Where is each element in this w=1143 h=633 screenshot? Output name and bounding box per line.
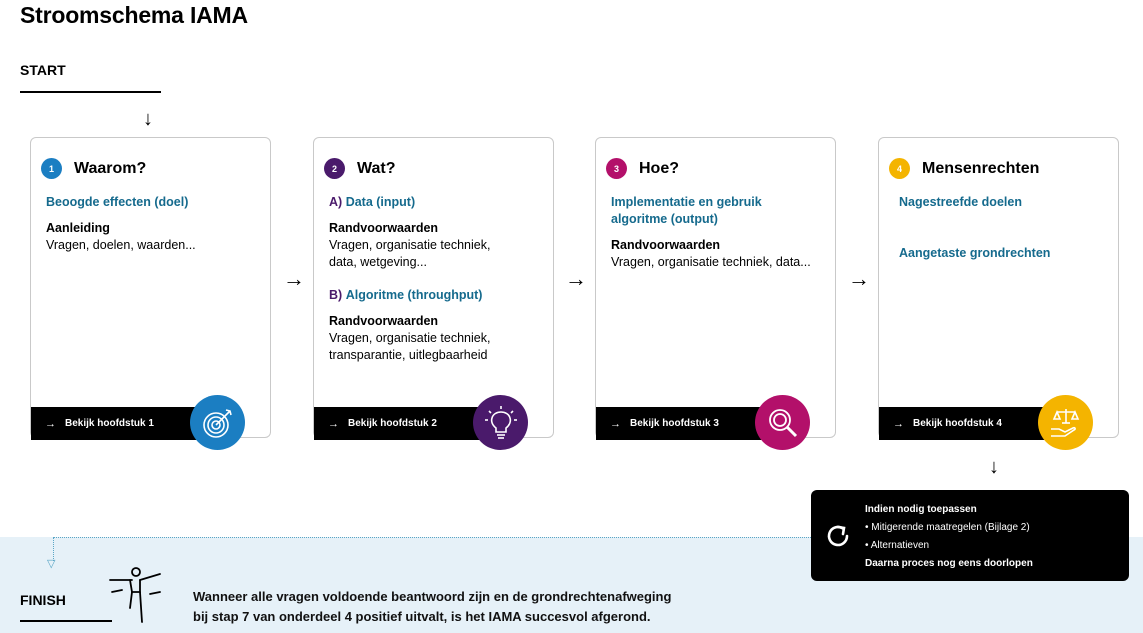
- step-card-hoe: [595, 137, 836, 438]
- step-text: Vragen, organisatie techniek,: [329, 331, 491, 345]
- arrow-right-icon: →: [45, 417, 56, 430]
- chapter-link-label: Bekijk hoofdstuk 4: [913, 418, 1002, 429]
- chapter-link-label: Bekijk hoofdstuk 1: [65, 418, 154, 429]
- arrow-down-icon: ↓: [989, 456, 999, 478]
- celebrating-figure-icon: [108, 566, 170, 631]
- step-text: Vragen, doelen, waarden...: [46, 238, 196, 252]
- arrow-right-icon: →: [848, 266, 870, 291]
- refresh-icon: [824, 522, 852, 555]
- step-title: Waarom?: [74, 159, 147, 177]
- arrow-right-icon: →: [610, 417, 621, 430]
- loop-item: • Alternatieven: [865, 540, 930, 551]
- step-card-mensenrechten: [878, 137, 1119, 438]
- arrow-right-icon: →: [893, 417, 904, 430]
- arrow-down-icon: ↓: [143, 108, 153, 130]
- arrow-right-icon: →: [565, 266, 587, 291]
- magnifier-icon: [755, 395, 810, 450]
- step-link[interactable]: Implementatie en gebruik: [611, 195, 762, 209]
- loop-box: [811, 490, 1129, 581]
- finish-label: FINISH: [20, 592, 66, 608]
- chapter-1-link[interactable]: [31, 407, 211, 440]
- step-number: 1: [41, 158, 62, 179]
- dotted-connector: [53, 537, 811, 538]
- step-card-waarom: [30, 137, 271, 438]
- finish-description: [193, 587, 671, 627]
- step-title: Mensenrechten: [922, 159, 1040, 177]
- step-number: 4: [889, 158, 910, 179]
- chapter-4-link[interactable]: [879, 407, 1059, 440]
- step-heading: Randvoorwaarden: [329, 314, 439, 328]
- chapter-link-label: Bekijk hoofdstuk 3: [630, 418, 719, 429]
- page-title: Stroomschema IAMA: [20, 2, 248, 28]
- step-prefix: A): [329, 195, 343, 209]
- step-title: Wat?: [357, 159, 396, 177]
- step-number: 2: [324, 158, 345, 179]
- chapter-3-link[interactable]: [596, 407, 776, 440]
- step-heading: Aanleiding: [46, 221, 110, 235]
- step-link[interactable]: Beoogde effecten (doel): [46, 195, 189, 209]
- chapter-2-link[interactable]: [314, 407, 494, 440]
- step-text: transparantie, uitlegbaarheid: [329, 348, 488, 362]
- dotted-arrow-down-icon: ▽: [47, 558, 56, 570]
- step-link[interactable]: algoritme (output): [611, 212, 718, 226]
- step-link[interactable]: Algoritme (throughput): [345, 288, 483, 302]
- finish-text-line: bij stap 7 van onderdeel 4 positief uitvalt, is het IAMA succesvol afgerond.: [193, 609, 651, 624]
- loop-footer: Daarna proces nog eens doorlopen: [865, 558, 1033, 569]
- loop-heading: Indien nodig toepassen: [865, 504, 977, 515]
- step-prefix: B): [329, 288, 343, 302]
- arrow-right-icon: →: [283, 266, 305, 291]
- step-heading: Randvoorwaarden: [329, 221, 439, 235]
- step-link[interactable]: Nagestreefde doelen: [899, 195, 1022, 209]
- lightbulb-icon: [473, 395, 528, 450]
- arrow-right-icon: →: [328, 417, 339, 430]
- step-link[interactable]: Data (input): [345, 195, 416, 209]
- finish-text-line: Wanneer alle vragen voldoende beantwoord zijn en de grondrechtenafweging: [193, 589, 672, 604]
- step-text: data, wetgeving...: [329, 255, 427, 269]
- target-icon: [190, 395, 245, 450]
- step-link[interactable]: Aangetaste grondrechten: [899, 246, 1051, 260]
- finish-underline: [20, 620, 112, 622]
- start-label: START: [20, 62, 66, 78]
- step-text: Vragen, organisatie techniek,: [329, 238, 491, 252]
- step-title: Hoe?: [639, 159, 679, 177]
- step-card-wat: [313, 137, 554, 438]
- chapter-link-label: Bekijk hoofdstuk 2: [348, 418, 437, 429]
- start-underline: [20, 91, 161, 93]
- scales-hand-icon: [1038, 395, 1093, 450]
- step-text: Vragen, organisatie techniek, data...: [611, 255, 811, 269]
- step-heading: Randvoorwaarden: [611, 238, 721, 252]
- step-number: 3: [606, 158, 627, 179]
- loop-item: • Mitigerende maatregelen (Bijlage 2): [865, 522, 1030, 533]
